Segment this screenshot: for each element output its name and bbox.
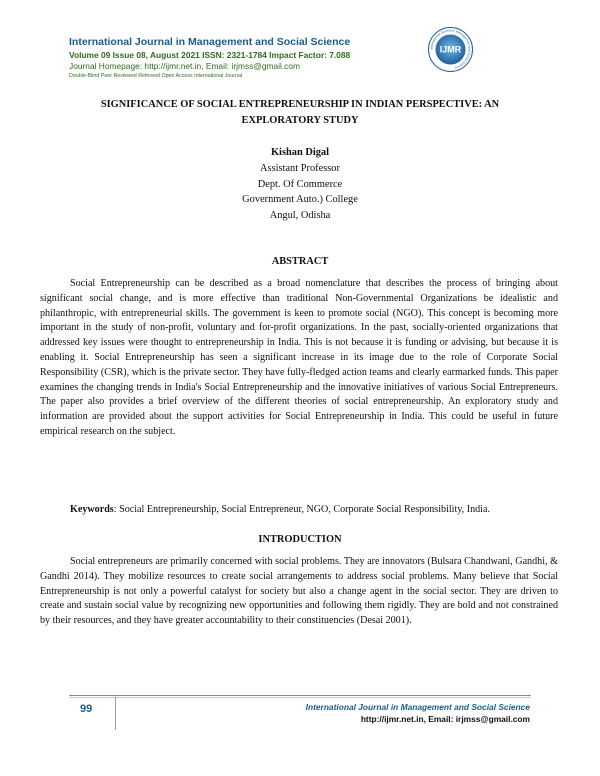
author-name: Kishan Digal xyxy=(270,147,330,158)
introduction-heading: INTRODUCTION xyxy=(258,534,342,545)
journal-title: International Journal in Management and Social Science xyxy=(69,36,351,48)
footer-contact: http://ijmr.net.in, Email: irjmss@gmail.com xyxy=(360,714,530,724)
logo-text: IJMR xyxy=(439,44,462,55)
abstract-paragraph: Social Entrepreneurship can be described as a broad nomenclature that describes the process of bringing about significant social change, and is more effective than traditional Non-Governmental Organizations be idealistic and philanthropic, with entrepreneurial skills. The government is keen to promote social (NGO). This concept is becoming more important in the study of non-profit, voluntary and for-profit organizations. In the past, socially-oriented organizations that addressed key issues were thought to entrepreneurship in India. This is not because it is funding or advising, but because it is enabling it. Social Entrepreneurship has seen a significant increase in its image due to the role of Corporate Social Responsibility (CSR), which is the private sector. They have fully-fledged action teams and clearly earmarked funds. This paper examines the changing trends in India's Social Entrepreneurship and the innovative initiatives of various Social Entrepreneurs. The paper also provides a brief overview of the different theories of social entrepreneurship. An exploratory study and information are provided about the support activities for Social Entrepreneurship in India. This could be useful in future empirical research on the subject. xyxy=(40,278,558,437)
keywords-text: : Social Entrepreneurship, Social Entrepreneur, NGO, Corporate Social Responsibility, India. xyxy=(113,504,490,515)
abstract-heading: ABSTRACT xyxy=(271,256,329,267)
journal-homepage-line: Journal Homepage: http://ijmr.net.in, Email: irjmss@gmail.com xyxy=(69,61,300,71)
journal-header xyxy=(69,36,429,80)
keywords-paragraph xyxy=(40,503,558,518)
footer-journal-name: International Journal in Management and Social Science xyxy=(305,702,530,712)
author-location: Angul, Odisha xyxy=(269,210,331,222)
logo-ring-text: International Journal in Management and Social Science xyxy=(429,28,472,70)
author-college: Government Auto.) College xyxy=(242,194,358,206)
introduction-paragraph: Social entrepreneurs are primarily concerned with social problems. They are innovators (Bulsara Chandwani, Gandhi, & Gandhi 2014). They mobilize resources to create social arrangements to address social problems. Many believe that Social Entrepreneurship is not only a powerful catalyst for society but also a change agent in the social sector. They are driven to create and sustain social value by recognizing new opportunities and following them rigidly. They are bold and not constrained by their resources, and they have greater accountability to their constituencies (Desai 2001). xyxy=(40,556,558,627)
page-number: 99 xyxy=(80,703,93,715)
footer-rule xyxy=(69,695,531,696)
author-position: Assistant Professor xyxy=(260,162,340,174)
journal-peer-review-line: Double-Blind Peer Reviewed Refereed Open Access International Journal xyxy=(69,73,243,79)
keywords-label: Keywords xyxy=(70,504,114,515)
journal-volume-line: Volume 09 Issue 08, August 2021 ISSN: 2321-1784 Impact Factor: 7.088 xyxy=(69,50,351,60)
author-department: Dept. Of Commerce xyxy=(257,178,343,190)
journal-logo xyxy=(428,27,473,72)
paper-title: SIGNIFICANCE OF SOCIAL ENTREPRENEURSHIP IN INDIAN PERSPECTIVE: AN EXPLORATORY STUDY xyxy=(100,99,500,126)
footer-rule-secondary xyxy=(69,697,531,698)
author-block xyxy=(150,145,450,224)
